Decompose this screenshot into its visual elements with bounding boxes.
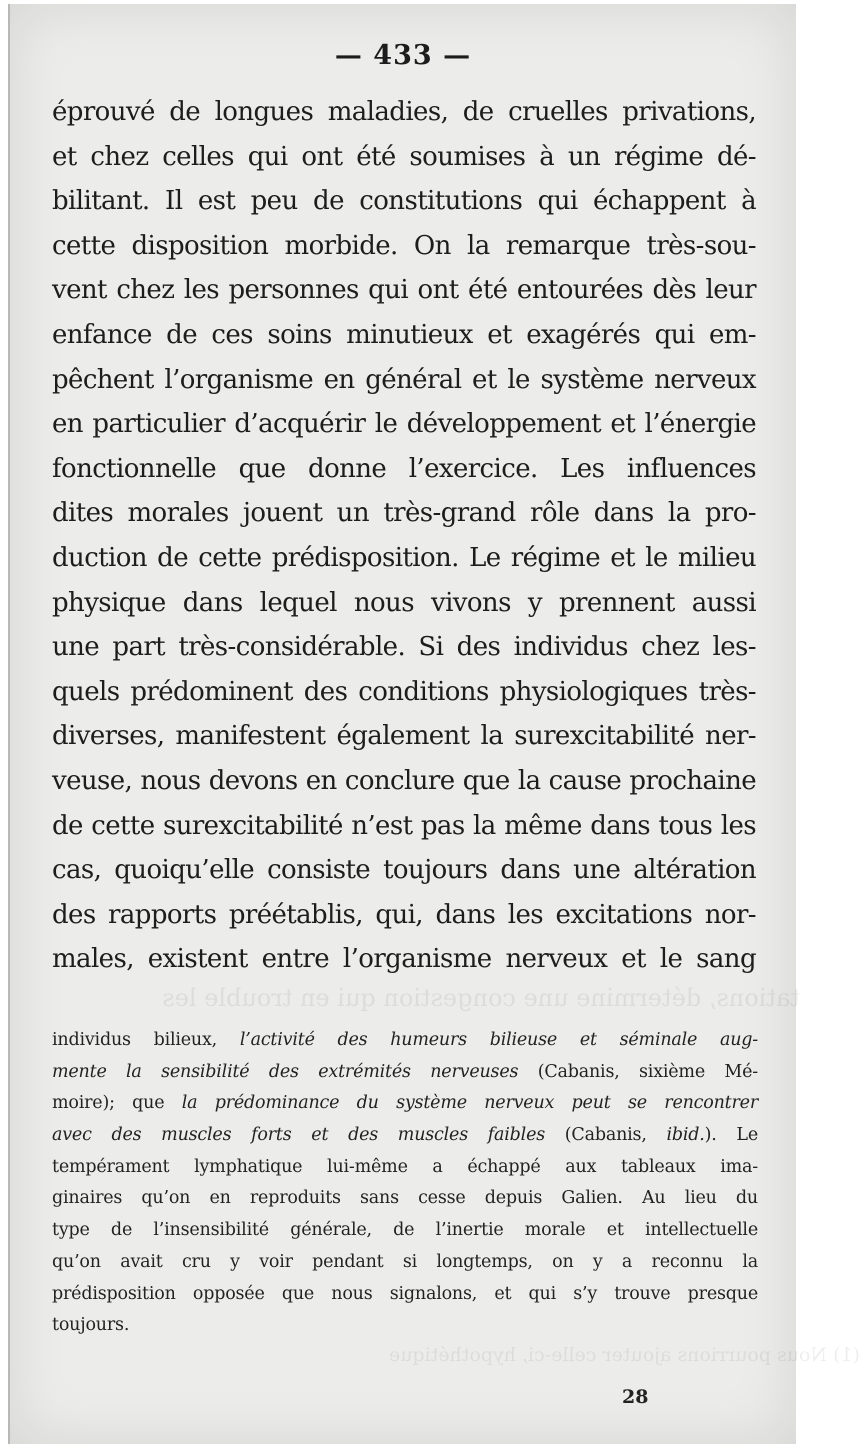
footnote-line: avec des muscles forts et des muscles faibles (Cabanis, ibid.). Le <box>52 1125 759 1146</box>
bleed-through-text: tations, détermine une congestion qui en trouble les <box>162 984 800 1012</box>
text-line: une part très-considérable. Si des individus chez les- <box>52 632 756 663</box>
footnote <box>52 1025 758 1342</box>
text-line: quels prédominent des conditions physiologiques très- <box>52 676 756 707</box>
text-line: veuse, nous devons en conclure que la cause prochaine <box>52 765 756 796</box>
signature-mark: 28 <box>622 1386 649 1408</box>
text-line: cas, quoiqu’elle consiste toujours dans une altération <box>52 855 756 886</box>
bleed-through-text: (1) Nous pourrions ajouter celle-ci, hypothétique <box>388 1344 860 1366</box>
text-line: vent chez les personnes qui ont été entourées dès leur <box>52 275 756 306</box>
text-line: pêchent l’organisme en général et le système nerveux <box>52 364 756 395</box>
text-line: physique dans lequel nous vivons y prennent aussi <box>52 587 756 618</box>
footnote-line: type de l’insensibilité générale, de l’inertie morale et intellectuelle <box>52 1220 758 1241</box>
book-page <box>8 4 860 1444</box>
text-line: de cette surexcitabilité n’est pas la même dans tous les <box>52 810 756 841</box>
footnote-line: mente la sensibilité des extrémités nerveuses (Cabanis, sixième Mé- <box>52 1061 758 1082</box>
footnote-line: qu’on avait cru y voir pendant si longtemps, on y a reconnu la <box>52 1251 758 1272</box>
text-line: des rapports préétablis, qui, dans les excitations nor- <box>52 899 756 930</box>
text-line: diverses, manifestent également la surexcitabilité ner- <box>52 721 756 752</box>
text-line: en particulier d’acquérir le développement et l’énergie <box>52 409 756 440</box>
footnote-line: ginaires qu’on en reproduits sans cesse depuis Galien. Au lieu du <box>52 1188 758 1209</box>
text-line: éprouvé de longues maladies, de cruelles privations, <box>52 97 756 127</box>
main-text <box>52 90 756 982</box>
text-line: et chez celles qui ont été soumises à un régime dé- <box>52 141 756 172</box>
footnote-line: tempérament lymphatique lui-même a échappé aux tableaux ima- <box>52 1156 758 1177</box>
footnote-line: toujours. <box>52 1315 130 1336</box>
text-line: enfance de ces soins minutieux et exagérés qui em- <box>52 319 756 350</box>
footnote-line: prédisposition opposée que nous signalons, et qui s’y trouve presque <box>52 1283 758 1304</box>
footnote-line: moire); que la prédominance du système nerveux peut se rencontrer <box>52 1093 758 1114</box>
text-line: males, existent entre l’organisme nerveux et le sang <box>52 944 756 975</box>
text-line: fonctionnelle que donne l’exercice. Les influences <box>52 453 756 484</box>
text-line: bilitant. Il est peu de constitutions qui échappent à <box>52 186 756 217</box>
text-line: cette disposition morbide. On la remarque très-sou- <box>52 230 756 261</box>
page-number: — 433 — <box>334 40 472 71</box>
text-line: dites morales jouent un très-grand rôle dans la pro- <box>52 498 756 529</box>
text-line: duction de cette prédisposition. Le régime et le milieu <box>52 542 756 573</box>
footnote-line: individus bilieux, l’activité des humeurs bilieuse et séminale aug- <box>52 1030 758 1050</box>
